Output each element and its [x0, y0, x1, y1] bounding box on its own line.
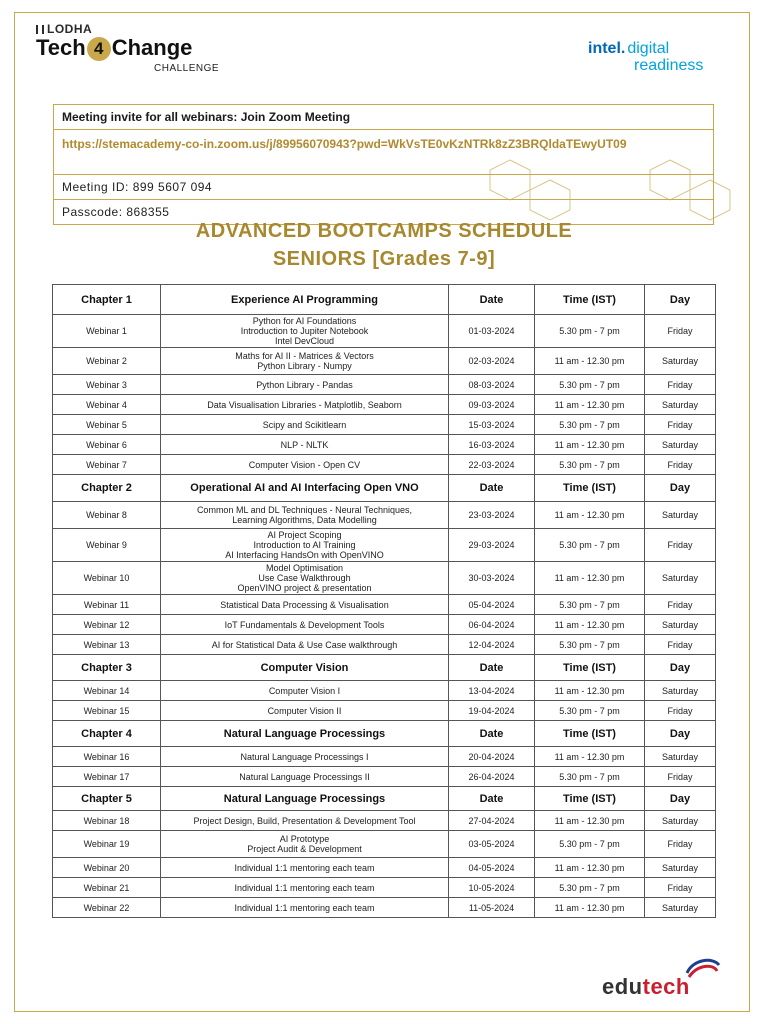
chapter-header-row [53, 285, 716, 315]
webinar-label: Webinar 18 [53, 811, 161, 831]
webinar-label: Webinar 15 [53, 701, 161, 721]
webinar-topic [161, 681, 449, 701]
webinar-topic [161, 348, 449, 375]
webinar-date: 22-03-2024 [449, 455, 535, 475]
table-row [53, 562, 716, 595]
webinar-topic [161, 562, 449, 595]
four-badge: 4 [87, 37, 111, 61]
webinar-day: Saturday [645, 435, 716, 455]
webinar-label: Webinar 4 [53, 395, 161, 415]
webinar-time: 11 am - 12.30 pm [535, 747, 645, 767]
schedule-title: ADVANCED BOOTCAMPS SCHEDULE [195, 220, 573, 242]
webinar-day: Friday [645, 767, 716, 787]
topic-line: Individual 1:1 mentoring each team [234, 882, 375, 893]
column-header-day: Day [645, 655, 716, 681]
topic-line: Introduction to AI Training [253, 540, 356, 550]
webinar-date: 02-03-2024 [449, 348, 535, 375]
webinar-day: Friday [645, 878, 716, 898]
webinar-time: 11 am - 12.30 pm [535, 435, 645, 455]
webinar-time: 5.30 pm - 7 pm [535, 595, 645, 615]
webinar-label: Webinar 11 [53, 595, 161, 615]
webinar-date: 11-05-2024 [449, 898, 535, 918]
webinar-day: Saturday [645, 562, 716, 595]
topic-line: Use Case Walkthrough [258, 573, 351, 583]
webinar-topic [161, 635, 449, 655]
webinar-date: 12-04-2024 [449, 635, 535, 655]
table-row [53, 681, 716, 701]
edutech-logo: edutech [602, 974, 690, 999]
webinar-day: Saturday [645, 681, 716, 701]
column-header-date: Date [449, 285, 535, 315]
topic-line: AI Project Scoping [267, 530, 342, 540]
topic-line: Statistical Data Processing & Visualisation [220, 599, 389, 610]
topic-line: Computer Vision I [268, 685, 341, 696]
topic-line: IoT Fundamentals & Development Tools [224, 619, 385, 630]
webinar-date: 23-03-2024 [449, 502, 535, 529]
topic-line: Computer Vision - Open CV [248, 459, 361, 470]
webinar-day: Saturday [645, 898, 716, 918]
webinar-date: 09-03-2024 [449, 395, 535, 415]
webinar-label: Webinar 19 [53, 831, 161, 858]
webinar-date: 06-04-2024 [449, 615, 535, 635]
webinar-label: Webinar 5 [53, 415, 161, 435]
webinar-date: 03-05-2024 [449, 831, 535, 858]
webinar-day: Friday [645, 415, 716, 435]
table-row [53, 529, 716, 562]
webinar-time: 5.30 pm - 7 pm [535, 529, 645, 562]
topic-line: AI Interfacing HandsOn with OpenVINO [225, 550, 384, 560]
topic-line: AI Prototype [279, 834, 330, 844]
webinar-topic [161, 811, 449, 831]
webinar-time: 11 am - 12.30 pm [535, 615, 645, 635]
topic-line: Project Design, Build, Presentation & Development Tool [193, 815, 416, 826]
schedule-table [52, 284, 716, 918]
webinar-topic [161, 315, 449, 348]
webinar-date: 27-04-2024 [449, 811, 535, 831]
table-row [53, 767, 716, 787]
webinar-label: Webinar 21 [53, 878, 161, 898]
webinar-day: Friday [645, 455, 716, 475]
table-row [53, 635, 716, 655]
webinar-day: Saturday [645, 747, 716, 767]
webinar-time: 11 am - 12.30 pm [535, 562, 645, 595]
intel-digital: digital [627, 40, 670, 57]
column-header-time: Time (IST) [535, 787, 645, 811]
table-row [53, 878, 716, 898]
intel-brand: intel. [588, 40, 626, 57]
meeting-id: Meeting ID: 899 5607 094 [54, 175, 713, 200]
topic-line: Python for AI Foundations [252, 316, 357, 326]
table-row [53, 747, 716, 767]
chapter-title: Natural Language Processings [161, 787, 449, 811]
webinar-date: 04-05-2024 [449, 858, 535, 878]
table-row [53, 455, 716, 475]
topic-line: Natural Language Processings II [239, 771, 370, 782]
webinar-date: 15-03-2024 [449, 415, 535, 435]
webinar-label: Webinar 3 [53, 375, 161, 395]
webinar-topic [161, 502, 449, 529]
chapter-title: Operational AI and AI Interfacing Open VNO [161, 475, 449, 502]
intel-readiness: readiness [634, 57, 704, 74]
webinar-day: Saturday [645, 348, 716, 375]
webinar-topic [161, 701, 449, 721]
webinar-label: Webinar 20 [53, 858, 161, 878]
webinar-day: Friday [645, 635, 716, 655]
topic-line: Individual 1:1 mentoring each team [234, 902, 375, 913]
webinar-day: Friday [645, 375, 716, 395]
table-row [53, 502, 716, 529]
webinar-label: Webinar 2 [53, 348, 161, 375]
column-header-time: Time (IST) [535, 655, 645, 681]
topic-line: OpenVINO project & presentation [237, 583, 372, 593]
topic-line: Data Visualisation Libraries - Matplotlib, Seaborn [207, 399, 402, 410]
webinar-topic [161, 858, 449, 878]
webinar-time: 5.30 pm - 7 pm [535, 375, 645, 395]
table-row [53, 395, 716, 415]
topic-line: Maths for AI II - Matrices & Vectors [235, 351, 374, 361]
table-row [53, 898, 716, 918]
webinar-label: Webinar 16 [53, 747, 161, 767]
chapter-label: Chapter 3 [53, 655, 161, 681]
topic-line: Python Library - Numpy [257, 361, 352, 371]
webinar-label: Webinar 12 [53, 615, 161, 635]
topic-line: Python Library - Pandas [256, 379, 353, 390]
webinar-label: Webinar 1 [53, 315, 161, 348]
webinar-time: 5.30 pm - 7 pm [535, 635, 645, 655]
webinar-time: 11 am - 12.30 pm [535, 502, 645, 529]
topic-line: Computer Vision II [267, 705, 342, 716]
webinar-day: Friday [645, 529, 716, 562]
table-row [53, 375, 716, 395]
passcode: Passcode: 868355 [62, 205, 170, 219]
column-header-date: Date [449, 787, 535, 811]
webinar-date: 13-04-2024 [449, 681, 535, 701]
column-header-time: Time (IST) [535, 721, 645, 747]
webinar-topic [161, 831, 449, 858]
webinar-date: 08-03-2024 [449, 375, 535, 395]
table-row [53, 615, 716, 635]
webinar-label: Webinar 8 [53, 502, 161, 529]
topic-line: Scipy and Scikitlearn [262, 419, 347, 430]
topic-line: NLP - NLTK [280, 439, 329, 450]
webinar-topic [161, 595, 449, 615]
webinar-time: 11 am - 12.30 pm [535, 811, 645, 831]
table-row [53, 315, 716, 348]
table-row [53, 415, 716, 435]
lodha-mark-icon [36, 25, 44, 34]
column-header-date: Date [449, 721, 535, 747]
challenge-label: CHALLENGE [154, 63, 220, 74]
column-header-day: Day [645, 475, 716, 502]
webinar-label: Webinar 17 [53, 767, 161, 787]
webinar-date: 10-05-2024 [449, 878, 535, 898]
webinar-time: 5.30 pm - 7 pm [535, 315, 645, 348]
webinar-day: Friday [645, 315, 716, 348]
chapter-label: Chapter 4 [53, 721, 161, 747]
lodha-tech4change-logo [36, 22, 286, 74]
webinar-date: 30-03-2024 [449, 562, 535, 595]
webinar-topic [161, 455, 449, 475]
webinar-topic [161, 529, 449, 562]
webinar-date: 20-04-2024 [449, 747, 535, 767]
webinar-topic [161, 767, 449, 787]
topic-line: Common ML and DL Techniques - Neural Techniques, [196, 505, 413, 515]
webinar-label: Webinar 6 [53, 435, 161, 455]
topic-line: Introduction to Jupiter Notebook [240, 326, 369, 336]
zoom-link[interactable]: https://stemacademy-co-in.zoom.us/j/89956070943?pwd=WkVsTE0vKzNTRk8zZ3BRQldaTEwyUT09 [54, 130, 713, 175]
webinar-day: Saturday [645, 615, 716, 635]
tech4change-wordmark: Tech 4 Change [36, 35, 193, 60]
topic-line: AI for Statistical Data & Use Case walkthrough [211, 639, 398, 650]
webinar-date: 05-04-2024 [449, 595, 535, 615]
table-row [53, 831, 716, 858]
invite-title: Meeting invite for all webinars: Join Zoom Meeting [54, 105, 713, 130]
webinar-day: Friday [645, 701, 716, 721]
topic-line: Project Audit & Development [247, 844, 362, 854]
chapter-label: Chapter 2 [53, 475, 161, 502]
webinar-time: 11 am - 12.30 pm [535, 348, 645, 375]
webinar-time: 5.30 pm - 7 pm [535, 767, 645, 787]
webinar-label: Webinar 22 [53, 898, 161, 918]
column-header-time: Time (IST) [535, 285, 645, 315]
webinar-day: Saturday [645, 858, 716, 878]
meeting-invite-box [53, 104, 714, 225]
table-row [53, 701, 716, 721]
column-header-day: Day [645, 285, 716, 315]
webinar-day: Saturday [645, 395, 716, 415]
webinar-time: 5.30 pm - 7 pm [535, 831, 645, 858]
chapter-title: Natural Language Processings [161, 721, 449, 747]
webinar-topic [161, 375, 449, 395]
webinar-day: Friday [645, 831, 716, 858]
webinar-topic [161, 747, 449, 767]
webinar-day: Friday [645, 595, 716, 615]
table-row [53, 348, 716, 375]
webinar-time: 5.30 pm - 7 pm [535, 455, 645, 475]
topic-line: Natural Language Processings I [240, 751, 369, 762]
webinar-label: Webinar 14 [53, 681, 161, 701]
webinar-date: 26-04-2024 [449, 767, 535, 787]
webinar-time: 11 am - 12.30 pm [535, 681, 645, 701]
webinar-time: 11 am - 12.30 pm [535, 395, 645, 415]
webinar-label: Webinar 10 [53, 562, 161, 595]
chapter-header-row [53, 655, 716, 681]
webinar-label: Webinar 13 [53, 635, 161, 655]
table-row [53, 595, 716, 615]
table-row [53, 435, 716, 455]
webinar-label: Webinar 9 [53, 529, 161, 562]
schedule-subtitle: SENIORS [Grades 7-9] [272, 248, 496, 270]
webinar-topic [161, 878, 449, 898]
webinar-topic [161, 615, 449, 635]
chapter-header-row [53, 721, 716, 747]
webinar-date: 29-03-2024 [449, 529, 535, 562]
webinar-time: 5.30 pm - 7 pm [535, 878, 645, 898]
webinar-topic [161, 435, 449, 455]
chapter-header-row [53, 475, 716, 502]
table-row [53, 858, 716, 878]
column-header-date: Date [449, 655, 535, 681]
webinar-date: 19-04-2024 [449, 701, 535, 721]
intel-digital-readiness-logo [588, 40, 738, 74]
webinar-time: 5.30 pm - 7 pm [535, 415, 645, 435]
webinar-time: 5.30 pm - 7 pm [535, 701, 645, 721]
chapter-title: Computer Vision [161, 655, 449, 681]
column-header-date: Date [449, 475, 535, 502]
lodha-wordmark: LODHA [36, 22, 92, 36]
topic-line: Individual 1:1 mentoring each team [234, 862, 375, 873]
webinar-time: 11 am - 12.30 pm [535, 898, 645, 918]
topic-line: Model Optimisation [265, 563, 344, 573]
webinar-label: Webinar 7 [53, 455, 161, 475]
topic-line: Learning Algorithms, Data Modelling [232, 515, 377, 525]
webinar-topic [161, 415, 449, 435]
column-header-day: Day [645, 721, 716, 747]
webinar-topic [161, 898, 449, 918]
webinar-day: Saturday [645, 502, 716, 529]
chapter-label: Chapter 5 [53, 787, 161, 811]
webinar-date: 16-03-2024 [449, 435, 535, 455]
topic-line: Intel DevCloud [274, 336, 335, 346]
column-header-time: Time (IST) [535, 475, 645, 502]
webinar-day: Saturday [645, 811, 716, 831]
chapter-header-row [53, 787, 716, 811]
webinar-topic [161, 395, 449, 415]
chapter-label: Chapter 1 [53, 285, 161, 315]
chapter-title: Experience AI Programming [161, 285, 449, 315]
column-header-day: Day [645, 787, 716, 811]
webinar-date: 01-03-2024 [449, 315, 535, 348]
table-row [53, 811, 716, 831]
webinar-time: 11 am - 12.30 pm [535, 858, 645, 878]
